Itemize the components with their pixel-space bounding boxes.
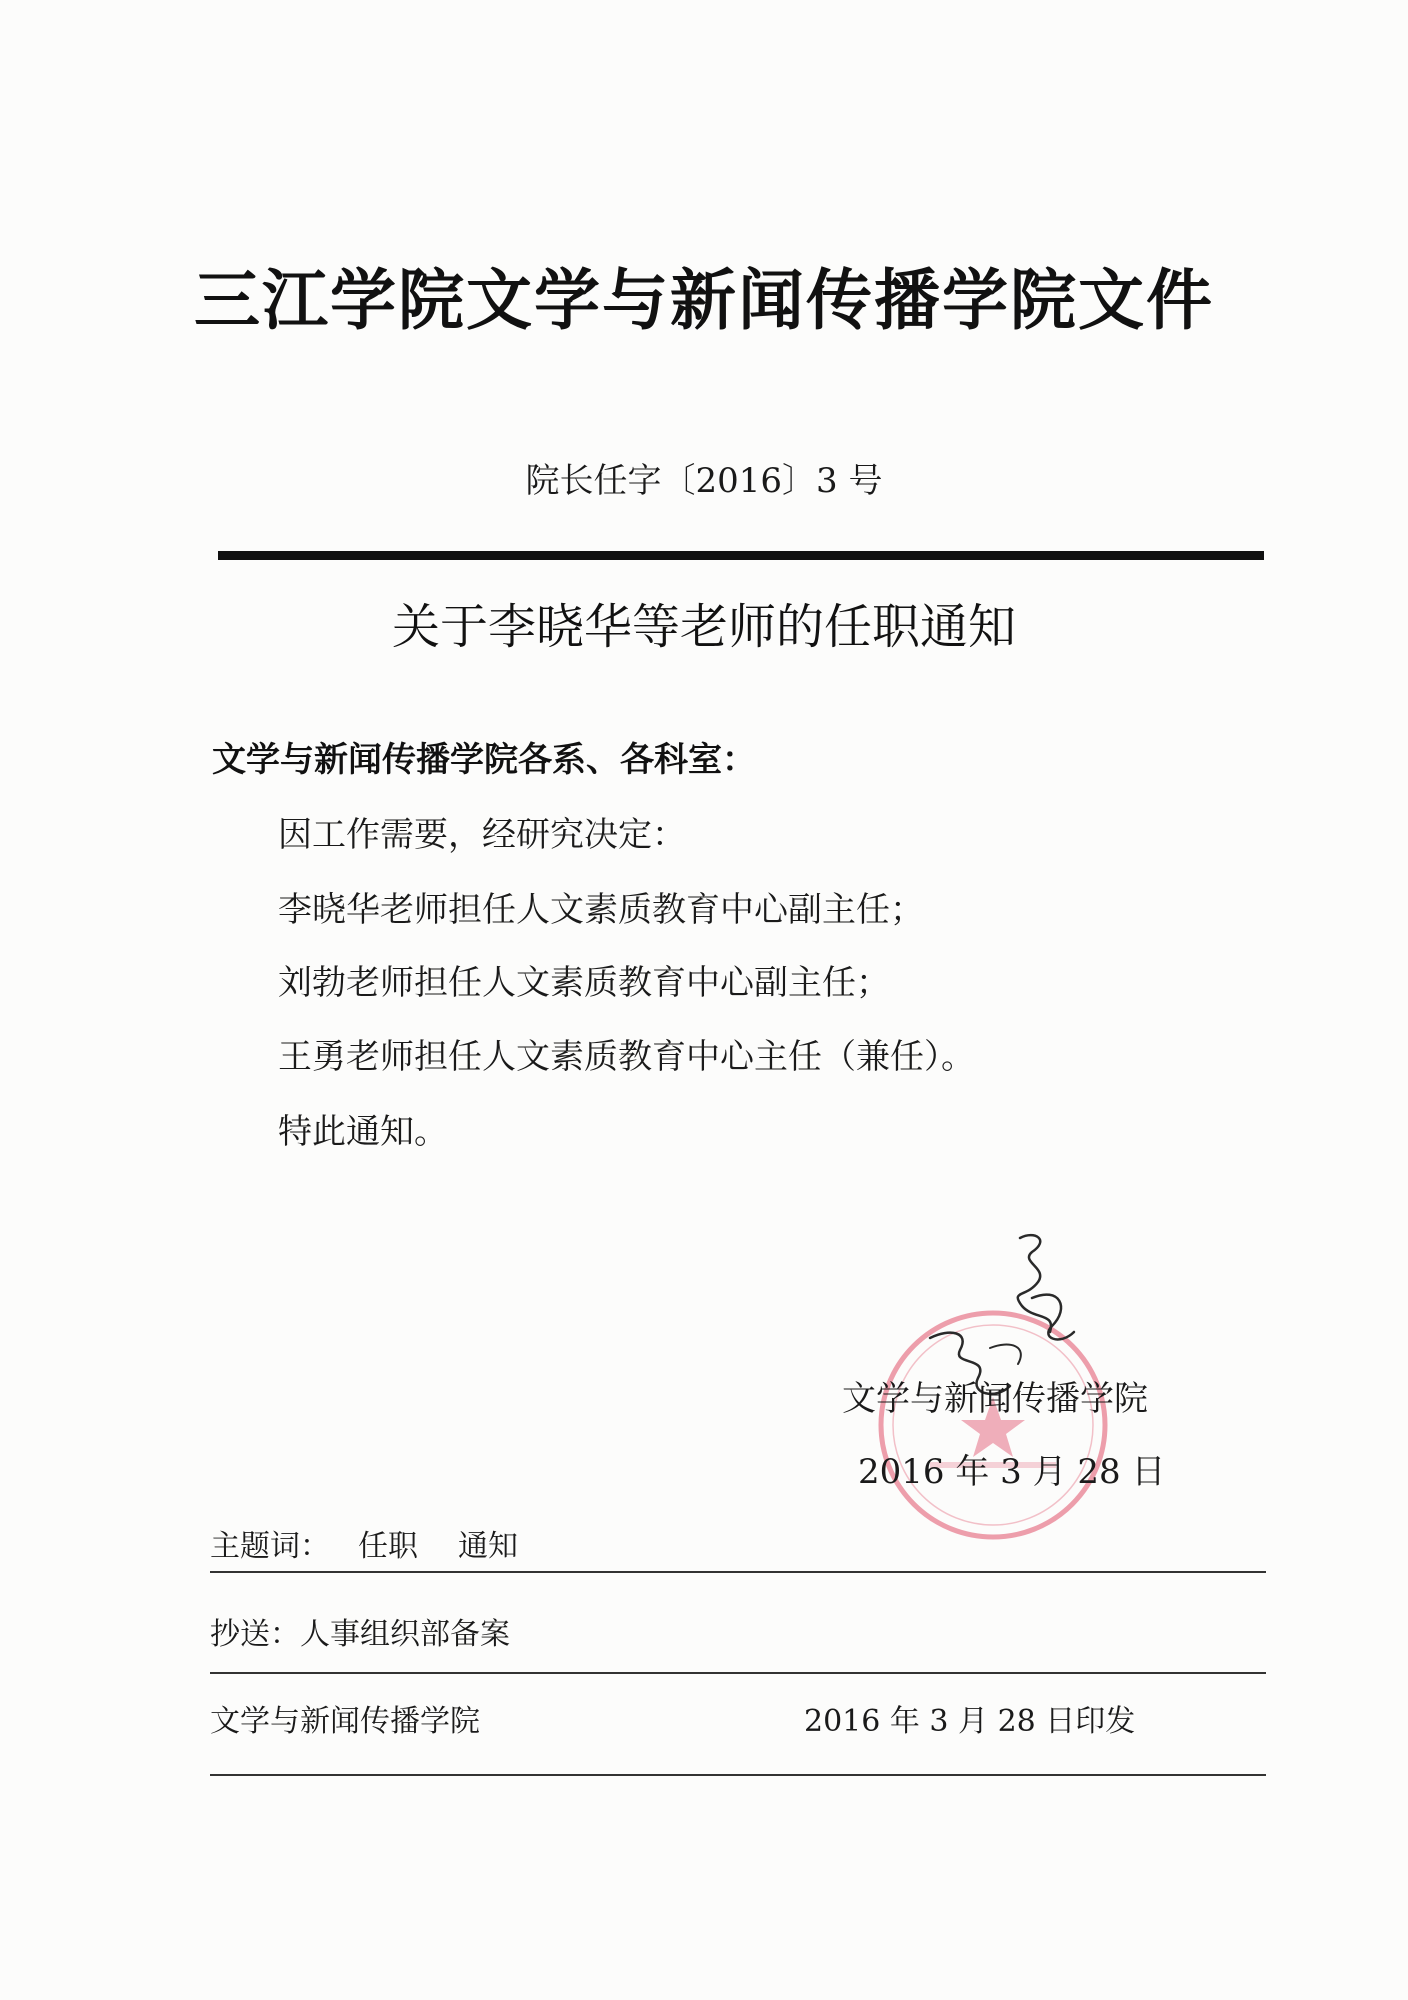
signature-date: 2016 年 3 月 28 日 (858, 1452, 1166, 1492)
signature-org: 文学与新闻传播学院 (842, 1379, 1148, 1419)
keyword: 通知 (458, 1529, 518, 1564)
footer-divider (210, 1774, 1266, 1776)
notice-title: 关于李晓华等老师的任职通知 (391, 599, 1016, 655)
notice-line-5: 特此通知。 (278, 1112, 448, 1152)
notice-line-1: 因工作需要，经研究决定： (278, 815, 686, 855)
notice-recipient: 文学与新闻传播学院各系、各科室： (212, 740, 756, 780)
footer-divider (210, 1571, 1266, 1573)
issue-date: 2016 年 3 月 28 日印发 (804, 1704, 1136, 1739)
cc-line: 抄送：人事组织部备案 (210, 1617, 510, 1652)
document-header-title: 三江学院文学与新闻传播学院文件 (194, 262, 1214, 339)
keyword: 任职 (358, 1529, 418, 1564)
document-number: 院长任字〔2016〕3 号 (525, 461, 883, 501)
footer-divider (210, 1672, 1266, 1674)
notice-line-3: 刘勃老师担任人文素质教育中心副主任； (278, 963, 890, 1003)
notice-line-4: 王勇老师担任人文素质教育中心主任（兼任）。 (278, 1037, 975, 1077)
issuer-org: 文学与新闻传播学院 (210, 1704, 480, 1739)
header-rule (218, 551, 1264, 560)
notice-line-2: 李晓华老师担任人文素质教育中心副主任； (278, 890, 924, 930)
keywords-label: 主题词： (210, 1529, 330, 1564)
